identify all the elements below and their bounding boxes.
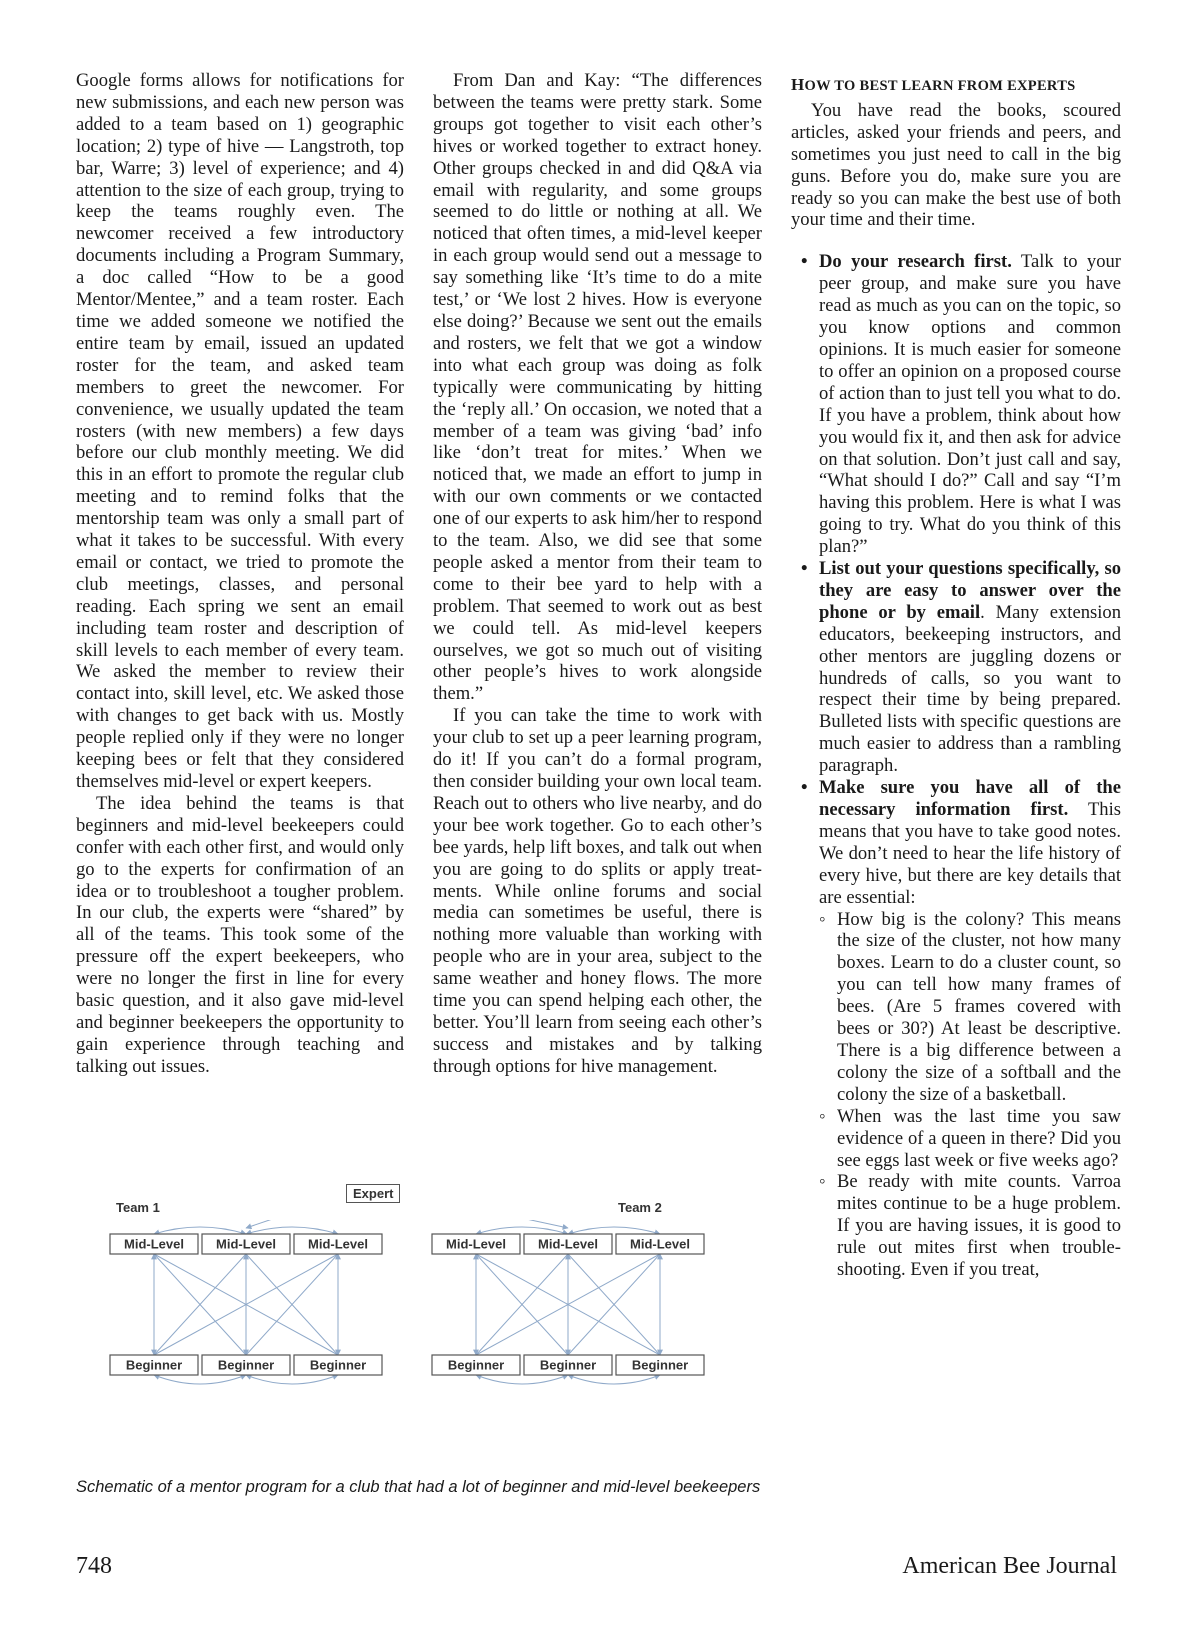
team2-beginner-3 xyxy=(616,1355,704,1375)
svg-text:Beginner: Beginner xyxy=(631,1357,689,1373)
connector-arc xyxy=(154,1227,246,1234)
svg-text:Mid-Level: Mid-Level xyxy=(308,1236,368,1252)
node-boxes xyxy=(110,1234,704,1375)
team1-beginner-3 xyxy=(294,1355,382,1375)
svg-text:Beginner: Beginner xyxy=(539,1357,597,1373)
paragraph: You have read the books, scoured articles, asked your friends and peers, and sometimes you just need to call in the big guns. Before you do, make sure you are ready so you can make the best use of both your time and their time. xyxy=(791,99,1121,231)
expert-line xyxy=(410,1220,568,1228)
expert-box: Expert xyxy=(346,1184,400,1203)
svg-text:Mid-Level: Mid-Level xyxy=(216,1236,276,1252)
paragraph: If you can take the time to work with your club to set up a peer learning program, do it! If you can’t do a formal program, then consider building your own local team. Reach out to others who live nearby, and do your bee work together. Go to each other’s bee yards, help lift boxes, and talk out when you are going to do splits or apply treatments. While online forums and social media can sometimes be useful, there is nothing more valuable than working with people who are in your area, subject to the same weather and honey flows. The more time you can spend helping each other, the better. You’ll learn from seeing each other’s success and mistakes and by talking through options for hive management. xyxy=(433,705,762,1077)
team2-beginner-1 xyxy=(432,1355,520,1375)
list-item: • Make sure you have all of the necessary information first. This means that you have to take good notes. We don’t need to hear the life history of every hive, but there are key details that are essential: ◦ How big is the colony? This means the size of the cluster, not how many boxes. Learn to do a cluster count, so you can tell how many frames of bees. (Are 5 frames covered with bees or 30?) At least be descriptive. There is a big difference between a colony the size of a softball and the colony the size of a basketball. ◦ When was the last time you saw evidence of a queen in there? Did you see eggs last week or five weeks ago? ◦ Be ready with mite counts. Varroa mites continue to be a huge problem. If you are having issues, it is good to rule out mites first when troubleshooting. Even if you treat, xyxy=(791,777,1121,1281)
sub-list-item: ◦ Be ready with mite counts. Varroa mites continue to be a huge problem. If you are having issues, it is good to rule out mites first when troubleshooting. Even if you treat, xyxy=(819,1171,1121,1281)
section-heading: HOW TO BEST LEARN FROM EXPERTS xyxy=(791,75,1076,94)
svg-text:Beginner: Beginner xyxy=(217,1357,275,1373)
team1-mid-level-3 xyxy=(294,1234,382,1254)
team-2-label: Team 2 xyxy=(618,1200,662,1215)
team2-mid-level-2 xyxy=(524,1234,612,1254)
team1-beginner-2 xyxy=(202,1355,290,1375)
svg-text:Mid-Level: Mid-Level xyxy=(124,1236,184,1252)
connector-arc xyxy=(154,1375,246,1384)
figure-caption: Schematic of a mentor program for a club that had a lot of beginner and mid-level beekeepers xyxy=(76,1478,761,1496)
team1-mid-level-2 xyxy=(202,1234,290,1254)
column-3 xyxy=(791,74,1121,1281)
team1-mid-level-1 xyxy=(110,1234,198,1254)
list-item: • List out your questions specifically, so they are easy to answer over the phone or by email. Many extension educators, beekeeping instructors, and other mentors are juggling dozens or hundreds of calls, so you want to respect their time by being prepared. Bulleted lists with specific questions are much easier to address than a rambling paragraph. xyxy=(791,558,1121,777)
team2-mid-level-1 xyxy=(432,1234,520,1254)
paragraph: Google forms allows for notifications for new submissions, and each new person was added to a team based on 1) geographic location; 2) type of hive — Langstroth, top bar, Warre; 3) level of experience; and 4) attention to the size of each group, trying to keep the teams roughly even. The newcomer received a few introductory documents including a Program Summary, a doc called “How to be a good Mentor/Mentee,” and a team roster. Each time we added someone we notified the entire team by email, issued an updated roster for the team, and asked team members to greet the newcomer. For convenience, we usually updated the team rosters (with new members) a few days before our club monthly meeting. We did this in an effort to promote the regular club meeting and to remind folks that the mentorship team was only a small part of what it takes to be successful. With every email or contact, we tried to promote the club meetings, classes, and personal reading. Each spring we sent an email including team roster and description of skill levels to each member of every team. We asked the member to review their contact into, skill level, etc. We asked those with changes to get back with us. Mostly people replied only if they were no longer keeping bees or felt that they considered themselves mid-level or expert keepers. xyxy=(76,70,404,792)
connector-arc xyxy=(568,1227,660,1234)
svg-text:Beginner: Beginner xyxy=(309,1357,367,1373)
schematic-svg xyxy=(106,1220,726,1446)
connector-arc xyxy=(476,1227,568,1234)
sub-list-item: ◦ When was the last time you saw evidence of a queen in there? Did you see eggs last week or five weeks ago? xyxy=(819,1106,1121,1172)
team2-beginner-2 xyxy=(524,1355,612,1375)
connector-arc xyxy=(246,1375,338,1384)
svg-text:Mid-Level: Mid-Level xyxy=(538,1236,598,1252)
connector-arc xyxy=(568,1375,660,1384)
page-number: 748 xyxy=(76,1553,112,1579)
connector-arc xyxy=(476,1375,568,1384)
journal-name: American Bee Journal xyxy=(902,1553,1117,1579)
team2-mid-level-3 xyxy=(616,1234,704,1254)
team-1-label: Team 1 xyxy=(116,1200,160,1215)
paragraph: From Dan and Kay: “The differences between the teams were pretty stark. Some groups got together to visit each other’s hives or worked together to extract honey. Other groups checked in and did Q&A via email with regularity, and some groups seemed to do little or nothing at all. We noticed that often times, a mid-level keeper in each group would send out a message to say something like ‘It’s time to do a mite test,’ or ‘We lost 2 hives. How is everyone else doing?’ Because we sent out the emails and rosters, we felt that we got a window into what each group was doing as folk typically were communicating by hitting the ‘reply all.’ On occasion, we noted that a member of a team was giving ‘bad’ info like ‘don’t treat for mites.’ When we noticed that, we made an effort to jump in with our own comments or we contacted one of our experts to ask him/her to respond to the team. Also, we did see that some people asked a mentor from their team to come to their bee yard to help with a problem. That seemed to work out as best we could tell. As mid-level keepers ourselves, we got so much out of visiting other people’s hives to work alongside them.” xyxy=(433,70,762,705)
connector-arc xyxy=(246,1227,338,1234)
team1-beginner-1 xyxy=(110,1355,198,1375)
list-item: • Do your research first. Talk to your peer group, and make sure you have read as much as you can on the topic, so you know options and common opinions. It is much easier for someone to offer an opinion on a proposed course of action than to just tell you what to do. If you have a problem, think about how you would fix it, and then ask for advice on that solution. Don’t just call and say, “What should I do?” Call and say “I’m having this problem. Here is what I was going to try. What do you think of this plan?” xyxy=(791,251,1121,558)
svg-text:Beginner: Beginner xyxy=(447,1357,505,1373)
svg-text:Mid-Level: Mid-Level xyxy=(630,1236,690,1252)
svg-text:Beginner: Beginner xyxy=(125,1357,183,1373)
svg-text:Mid-Level: Mid-Level xyxy=(446,1236,506,1252)
column-1 xyxy=(76,70,404,1078)
tips-list xyxy=(791,251,1121,1281)
column-2 xyxy=(433,70,762,1078)
sub-list xyxy=(819,909,1121,1281)
mentor-schematic xyxy=(106,1186,726,1446)
sub-list-item: ◦ How big is the colony? This means the size of the cluster, not how many boxes. Learn to do a cluster count, so you can tell how many frames of bees. (Are 5 frames covered with bees or 30?) At least be descriptive. There is a big difference between a colony the size of a softball and the colony the size of a basketball. xyxy=(819,909,1121,1106)
paragraph: The idea behind the teams is that beginners and mid-level beekeepers could confer with each other first, and would only go to the experts for confirmation of an idea or to troubleshoot a tougher problem. In our club, the experts were “shared” by all of the teams. This took some of the pressure off the expert beekeepers, who were no longer the first in line for every basic question, and it also gave mid-level and beginner beekeepers the opportunity to gain experience through teaching and talking out issues. xyxy=(76,792,404,1077)
